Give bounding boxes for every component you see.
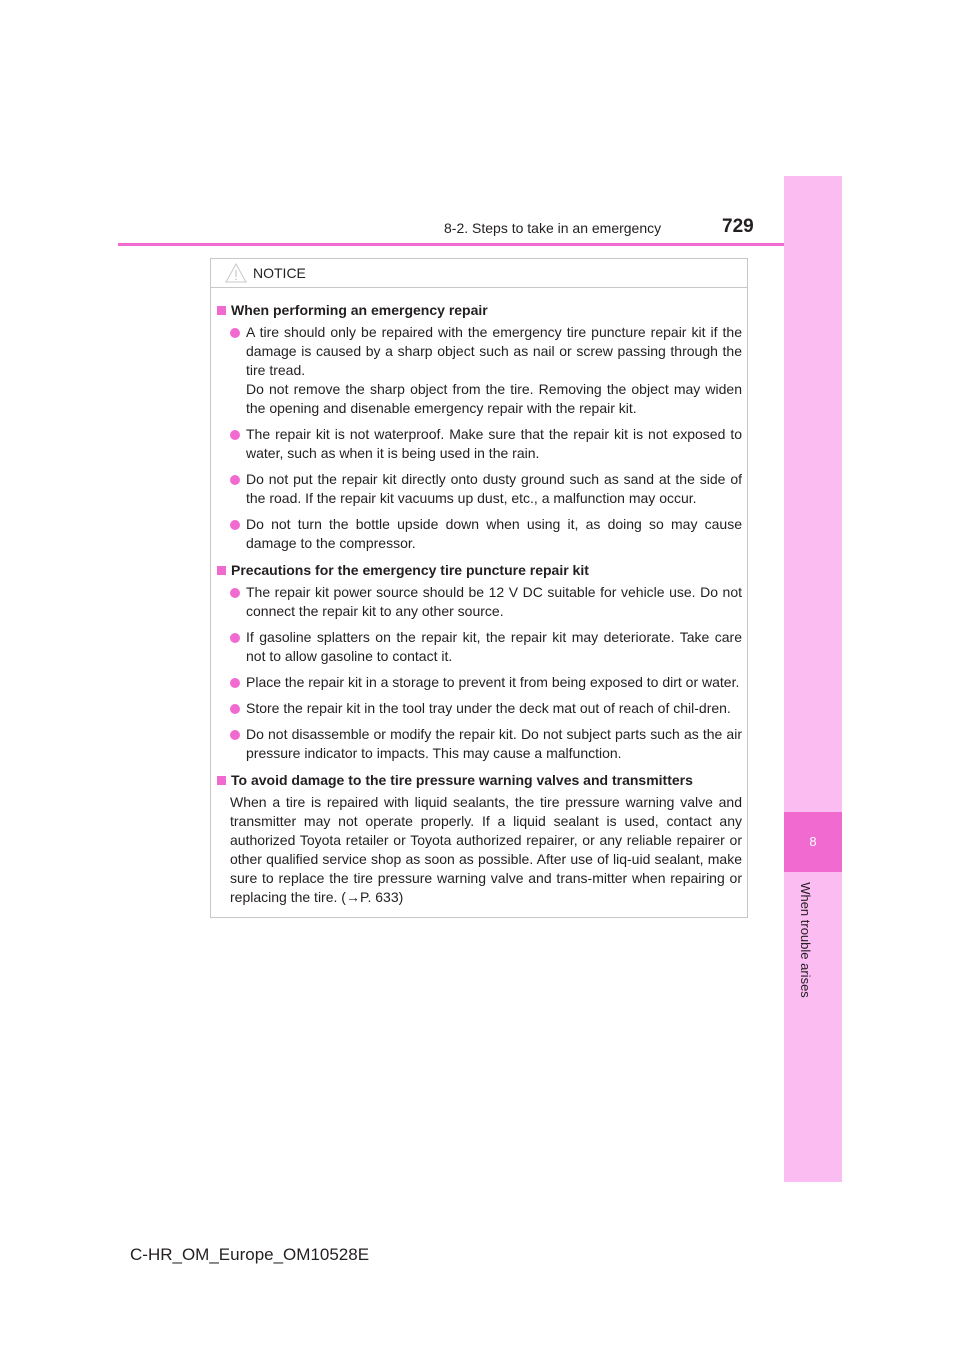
notice-section-title (217, 560, 742, 580)
circle-bullet-icon (230, 730, 240, 740)
circle-bullet-icon (230, 475, 240, 485)
bullet-item (217, 699, 742, 718)
bullet-item (217, 323, 742, 418)
bullet-item (217, 425, 742, 463)
section-title-text: Precautions for the emergency tire puncture repair kit (231, 562, 589, 578)
bullet-item (217, 515, 742, 553)
square-bullet-icon (217, 776, 226, 785)
bullet-text (246, 699, 742, 718)
circle-bullet-icon (230, 588, 240, 598)
section-title-text: To avoid damage to the tire pressure warning valves and transmitters (231, 772, 693, 788)
section-paragraph: When a tire is repaired with liquid sealants, the tire pressure warning valve and transmitter may not operate properly. If a liquid sealant is used, contact any authorized Toyota retailer or Toyota authorized repairer, or any reliable repairer or other qualified service shop as soon as possible. After use of liq-uid sealant, make sure to replace the tire pressure warning valve and trans-mitter when repairing or replacing the tire. (→P. 633) (230, 794, 742, 905)
bullet-paragraph: The repair kit is not waterproof. Make sure that the repair kit is not exposed to water, such as when it is being used in the rain. (246, 426, 742, 461)
notice-box (210, 258, 748, 918)
notice-section-title (217, 300, 742, 320)
bullet-text (246, 628, 742, 666)
circle-bullet-icon (230, 328, 240, 338)
circle-bullet-icon (230, 520, 240, 530)
bullet-paragraph: Do not remove the sharp object from the tire. Removing the object may widen the opening and disenable emergency repair with the repair kit. (246, 381, 742, 416)
square-bullet-icon (217, 306, 226, 315)
bullet-text (246, 515, 742, 553)
bullet-paragraph: Do not turn the bottle upside down when using it, as doing so may cause damage to the compressor. (246, 516, 742, 551)
bullet-text (246, 673, 742, 692)
chapter-side-tab (784, 176, 842, 1182)
section-title-text: When performing an emergency repair (231, 302, 488, 318)
bullet-text (246, 425, 742, 463)
bullet-paragraph: Do not disassemble or modify the repair kit. Do not subject parts such as the air pressure indicator to impacts. This may cause a malfunction. (246, 726, 742, 761)
notice-title: NOTICE (253, 265, 306, 281)
bullet-paragraph: If gasoline splatters on the repair kit, the repair kit may deteriorate. Take care not to allow gasoline to contact it. (246, 629, 742, 664)
circle-bullet-icon (230, 633, 240, 643)
bullet-text (246, 583, 742, 621)
document-code: C-HR_OM_Europe_OM10528E (130, 1245, 370, 1264)
bullet-paragraph: The repair kit power source should be 12 V DC suitable for vehicle use. Do not connect the repair kit to any other source. (246, 584, 742, 619)
header-divider (118, 243, 840, 246)
bullet-paragraph: A tire should only be repaired with the emergency tire puncture repair kit if the damage is caused by a sharp object such as nail or screw passing through the tire tread. (246, 324, 742, 378)
square-bullet-icon (217, 566, 226, 575)
bullet-item (217, 628, 742, 666)
bullet-item (217, 470, 742, 508)
notice-body (211, 288, 747, 907)
bullet-item (217, 725, 742, 763)
section-title: 8-2. Steps to take in an emergency (444, 220, 662, 236)
circle-bullet-icon (230, 704, 240, 714)
notice-section-title (217, 770, 742, 790)
warning-triangle-icon (225, 263, 247, 283)
chapter-title: When trouble arises (798, 882, 813, 998)
bullet-item (217, 583, 742, 621)
bullet-paragraph: Do not put the repair kit directly onto dusty ground such as sand at the side of the road. If the repair kit vacuums up dust, etc., a malfunction may occur. (246, 471, 742, 506)
chapter-number-badge: 8 (784, 812, 842, 872)
circle-bullet-icon (230, 430, 240, 440)
circle-bullet-icon (230, 678, 240, 688)
bullet-item (217, 673, 742, 692)
bullet-paragraph: Place the repair kit in a storage to prevent it from being exposed to dirt or water. (246, 674, 740, 690)
page-number: 729 (722, 216, 754, 237)
bullet-text (246, 323, 742, 418)
bullet-text (246, 470, 742, 508)
notice-header (211, 259, 747, 288)
bullet-text (246, 725, 742, 763)
bullet-paragraph: Store the repair kit in the tool tray under the deck mat out of reach of chil-dren. (246, 700, 731, 716)
